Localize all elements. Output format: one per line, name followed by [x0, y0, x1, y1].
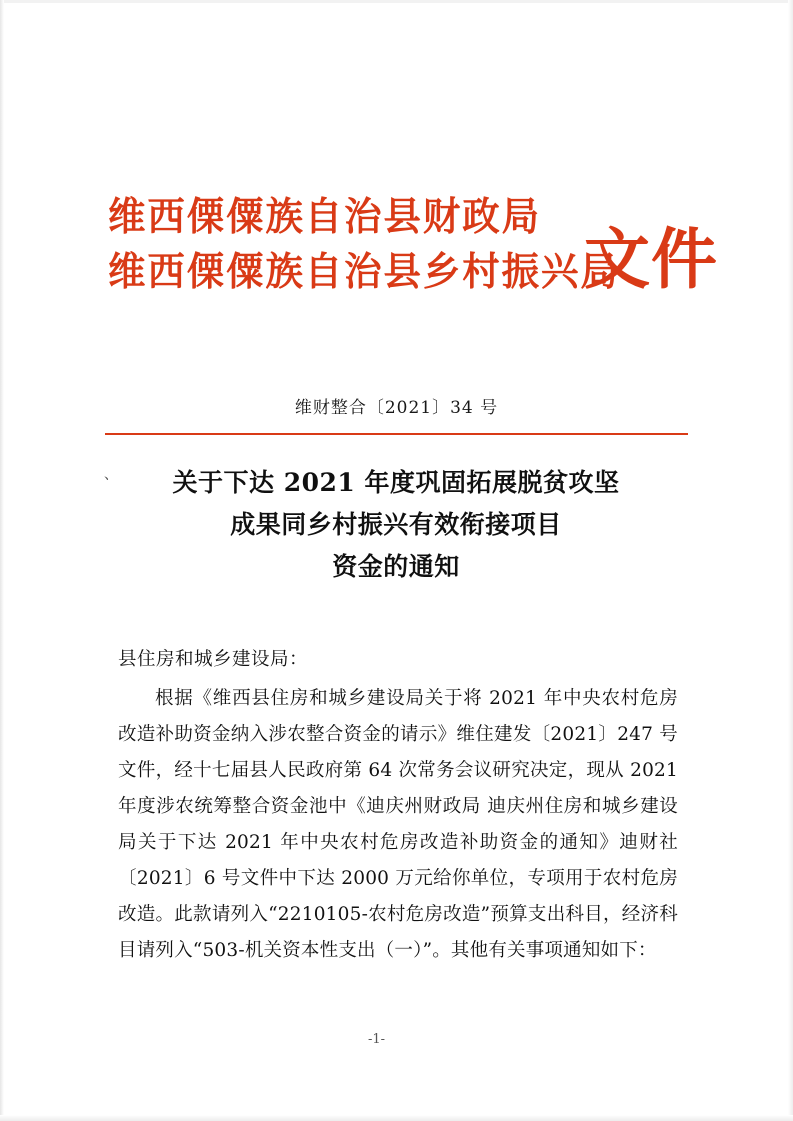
masthead: [108, 190, 718, 301]
red-horizontal-rule: [105, 433, 688, 435]
scan-edge-right: [788, 0, 793, 1121]
page-number: -1-: [367, 1032, 386, 1047]
body-paragraph-1: 根据《维西县住房和城乡建设局关于将 2021 年中央农村危房改造补助资金纳入涉农整合资金的请示》维住建发〔2021〕247 号文件，经十七届县人民政府第 64 次常务会议研究决定，现从 2021 年度涉农统筹整合资金池中《迪庆州财政局 迪庆州住房和城乡建设局关于下达 2021 年中央农村危房改造补助资金的通知》迪财社〔2021〕6 号文件中下达 2000 万元给你单位，专项用于农村危房改造。此款请列入“2210105-农村危房改造”预算支出科目，经济科目请列入“503-机关资本性支出（一）”。其他有关事项通知如下：: [118, 688, 678, 962]
scan-edge-top: [0, 0, 793, 3]
masthead-line-2: 维西傈僳族自治县乡村振兴局: [108, 249, 620, 296]
salutation: 县住房和城乡建设局：: [118, 649, 309, 670]
title-stray-mark: 、: [104, 468, 118, 483]
masthead-line-1: 维西傈僳族自治县财政局: [108, 194, 541, 240]
document-body: [118, 645, 678, 970]
title-line-3: 资金的通知: [332, 552, 460, 581]
title-line-2: 成果同乡村振兴有效衔接项目: [230, 510, 562, 539]
title-line-1: 关于下达 2021 年度巩固拓展脱贫攻坚: [172, 468, 620, 497]
masthead-suffix-wenjian: 文件: [584, 220, 718, 298]
scan-edge-left: [0, 0, 4, 1121]
scan-edge-bottom: [0, 1115, 793, 1121]
document-number: 维财整合〔2021〕34 号: [294, 398, 499, 418]
document-title: [96, 462, 696, 588]
